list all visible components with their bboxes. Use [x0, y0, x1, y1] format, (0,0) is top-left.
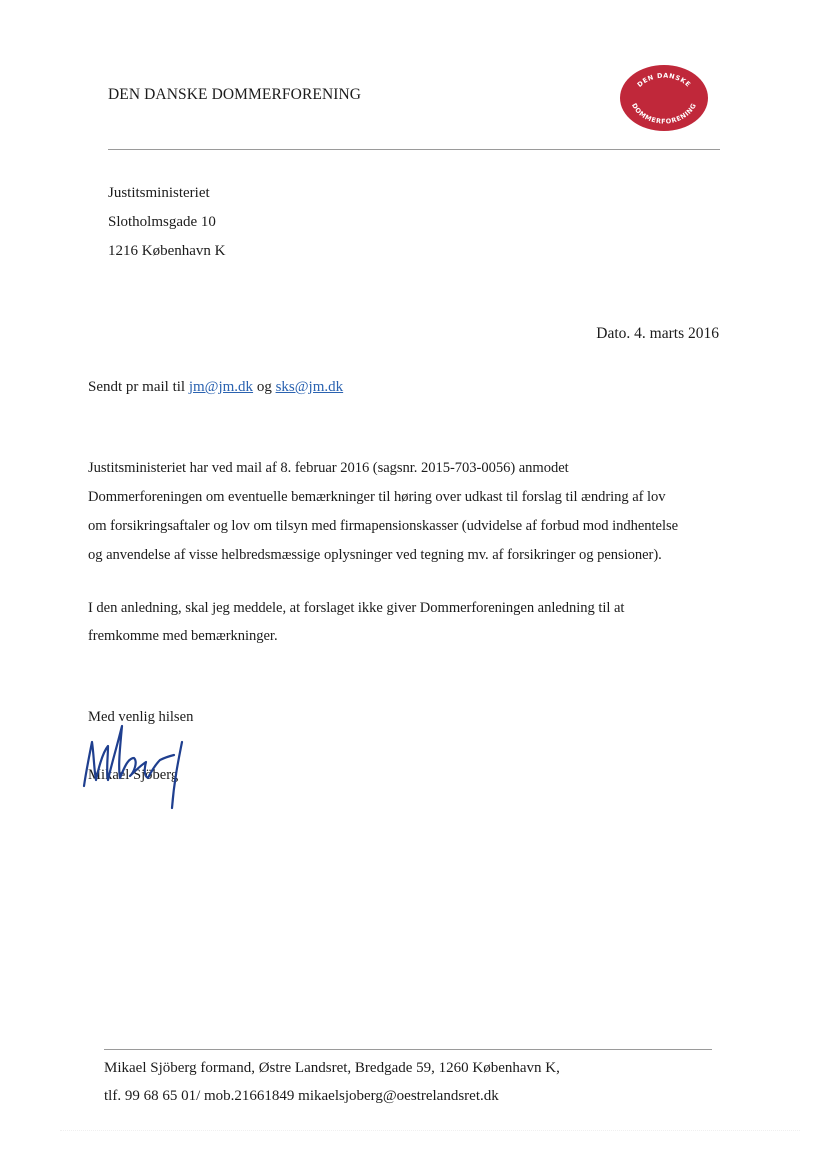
email-link-sks[interactable]: sks@jm.dk: [275, 379, 344, 395]
footer-address: Mikael Sjöberg formand, Østre Landsret, Bredgade 59, 1260 København K,: [104, 1060, 560, 1076]
paragraph2-line: fremkomme med bemærkninger.: [88, 628, 278, 644]
paragraph2-line: I den anledning, skal jeg meddele, at forslaget ikke giver Dommerforeningen anledning til at: [88, 600, 625, 616]
recipient-name: Justitsministeriet: [108, 185, 210, 201]
sent-connector: og: [253, 379, 276, 395]
recipient-city: 1216 København K: [108, 243, 226, 259]
paragraph1-line: Justitsministeriet har ved mail af 8. februar 2016 (sagsnr. 2015-703-0056) anmodet: [88, 460, 569, 476]
scan-artifact-line: [60, 1130, 800, 1131]
paragraph1-line: Dommerforeningen om eventuelle bemærkninger til høring over udkast til forslag til ændring af lov: [88, 489, 666, 505]
sent-line: [88, 379, 343, 396]
footer-contact: tlf. 99 68 65 01/ mob.21661849 mikaelsjoberg@oestrelandsret.dk: [104, 1088, 499, 1104]
organization-name: DEN DANSKE DOMMERFORENING: [108, 86, 362, 103]
paragraph1-line: og anvendelse af visse helbredsmæssige oplysninger ved tegning mv. af forsikringer og pensioner).: [88, 547, 662, 563]
handwritten-signature: [78, 722, 196, 810]
signatory-name: Mikael Sjöberg: [88, 767, 179, 783]
seal-logo: [618, 63, 710, 133]
sent-prefix: Sendt pr mail til: [88, 379, 189, 395]
seal-top-text: DEN DANSKE: [635, 71, 693, 89]
email-link-jm[interactable]: jm@jm.dk: [188, 379, 254, 395]
footer-divider: [104, 1049, 712, 1050]
header-divider: [108, 149, 720, 150]
closing-greeting: Med venlig hilsen: [88, 709, 194, 725]
seal-bottom-text: DOMMERFORENING: [629, 101, 699, 126]
letter-date: Dato. 4. marts 2016: [596, 325, 719, 342]
paragraph1-line: om forsikringsaftaler og lov om tilsyn med firmapensionskasser (udvidelse af forbud mod indhentelse: [88, 518, 679, 534]
recipient-street: Slotholmsgade 10: [108, 214, 216, 230]
